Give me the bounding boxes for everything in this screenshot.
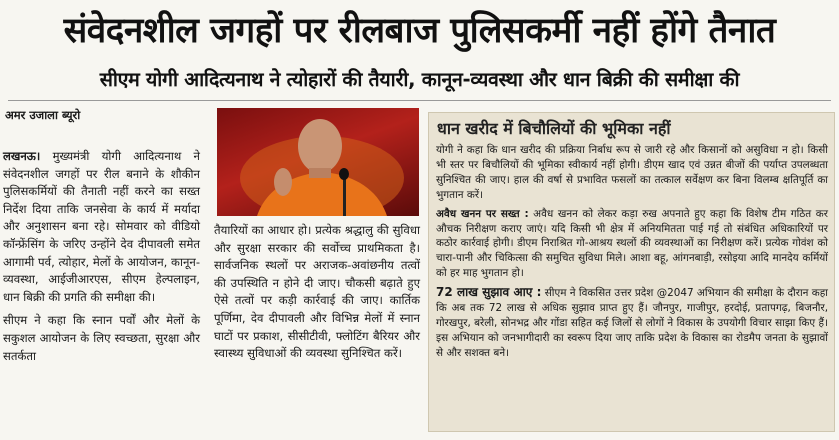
sidebar-box [428,112,835,432]
chief-minister-photo [217,108,419,216]
divider [8,100,831,101]
subheadline: सीएम योगी आदित्यनाथ ने त्योहारों की तैयारी, कानून-व्यवस्था और धान बिक्री की समीक्षा की [99,68,740,91]
sidebar-title: धान खरीद में बिचौलियों की भूमिका नहीं [437,119,671,138]
headline: संवेदनशील जगहों पर रीलबाज पुलिसकर्मी नहीं होंगे तैनात [63,11,776,51]
mining-text: अवैध खनन को लेकर कड़ा रुख अपनाते हुए कहा कि विशेष टीम गठित कर औचक निरीक्षण कराए जाएं। यदि किसी भी क्षेत्र में अनियमितता पाई गई तो संबंधित अधिकारियों पर कठोर कार्रवाई होगी। डीएम निराश्रित गो-आश्रय स्थलों की व्यवस्थाओं का निरीक्षण करें। प्रत्येक गोवंश को चारा-पानी और चिकित्सा की समुचित सुविधा मिले। आशा बहू, आंगनबाड़ी, रसोइया आदि मानदेय कर्मियों को हर माह भुगतान हो। [436,207,828,280]
column-1-paragraph-1 [3,148,200,306]
mining-subhead: अवैध खनन पर सख्त : [436,207,529,220]
dateline: लखनऊ। [3,149,41,163]
suggestions-subhead: 72 लाख सुझाव आए : [436,285,542,300]
byline: अमर उजाला ब्यूरो [5,108,81,122]
suggestions-text: सीएम ने विकसित उत्तर प्रदेश @2047 अभियान की समीक्षा के दौरान कहा कि अब तक 72 लाख से अधिक सुझाव प्राप्त हुए हैं। जौनपुर, गाजीपुर, हरदोई, प्रतापगढ़, बिजनौर, गोरखपुर, बरेली, सोनभद्र और गोंडा सहित कई जिलों से लोगों ने विकास के उपयोगी विचार साझा किए हैं। इस अभियान को जनभागीदारी का स्वरूप दिया जाए ताकि प्रदेश के विकास का रोडमैप जनता के सुझावों से और सशक्त बने। [436,287,828,359]
column-1-paragraph-2: सीएम ने कहा कि स्नान पर्वों और मेलों के सकुशल आयोजन के लिए स्वच्छता, सुरक्षा और सतर्कता [3,313,200,363]
sidebar-paragraph-2 [436,207,828,282]
sidebar-paragraph-3 [436,285,828,361]
article-column-2: तैयारियों का आधार हो। प्रत्येक श्रद्धालु की सुविधा और सुरक्षा सरकार की सर्वोच्च प्राथमिकता है। सार्वजनिक स्थलों पर अराजक-अवांछनीय तत्वों की उपस्थिति न होने दी जाए। चौकसी बढ़ाते हुए ऐसे तत्वों पर कड़ी कार्रवाई की जाए। कार्तिक पूर्णिमा, देव दीपावली और विभिन्न मेलों में स्नान घाटों पर प्रकाश, सीसीटीवी, फ्लोटिंग बैरियर और स्वास्थ्य सुविधाओं की व्यवस्था सुनिश्चित करें। [214,223,420,361]
column-1-text: मुख्यमंत्री योगी आदित्यनाथ ने संवेदनशील जगहों पर रील बनाने के शौकीन पुलिसकर्मियों की तैनाती नहीं करने का सख्त निर्देश दिया ताकि जनसेवा के कार्य में मर्यादा और अनुशासन बना रहे। सोमवार को वीडियो कॉन्फ्रेंसिंग के जरिए उन्होंने देव दीपावली समेत आगामी पर्व, त्योहार, मेलों के आयोजन, कानून-व्यवस्था, आईजीआरएस, सीएम हेल्पलाइन, धान बिक्री की प्रगति की समीक्षा की। [3,149,200,304]
sidebar-body [436,143,828,365]
sidebar-paragraph-1: योगी ने कहा कि धान खरीद की प्रक्रिया निर्बाध रूप से जारी रहे और किसानों को असुविधा न हो। किसी भी स्तर पर बिचौलियों की भूमिका स्वीकार्य नहीं होगी। डीएम खाद एवं उन्नत बीजों की पर्याप्त उपलब्धता सुनिश्चित की जाए। हाल की वर्षा से प्रभावित फसलों का तत्काल सर्वेक्षण कर बिना विलम्ब क्षतिपूर्ति का भुगतान करें। [436,144,828,201]
photo-illustration [217,108,419,216]
article-column-1 [3,148,200,371]
